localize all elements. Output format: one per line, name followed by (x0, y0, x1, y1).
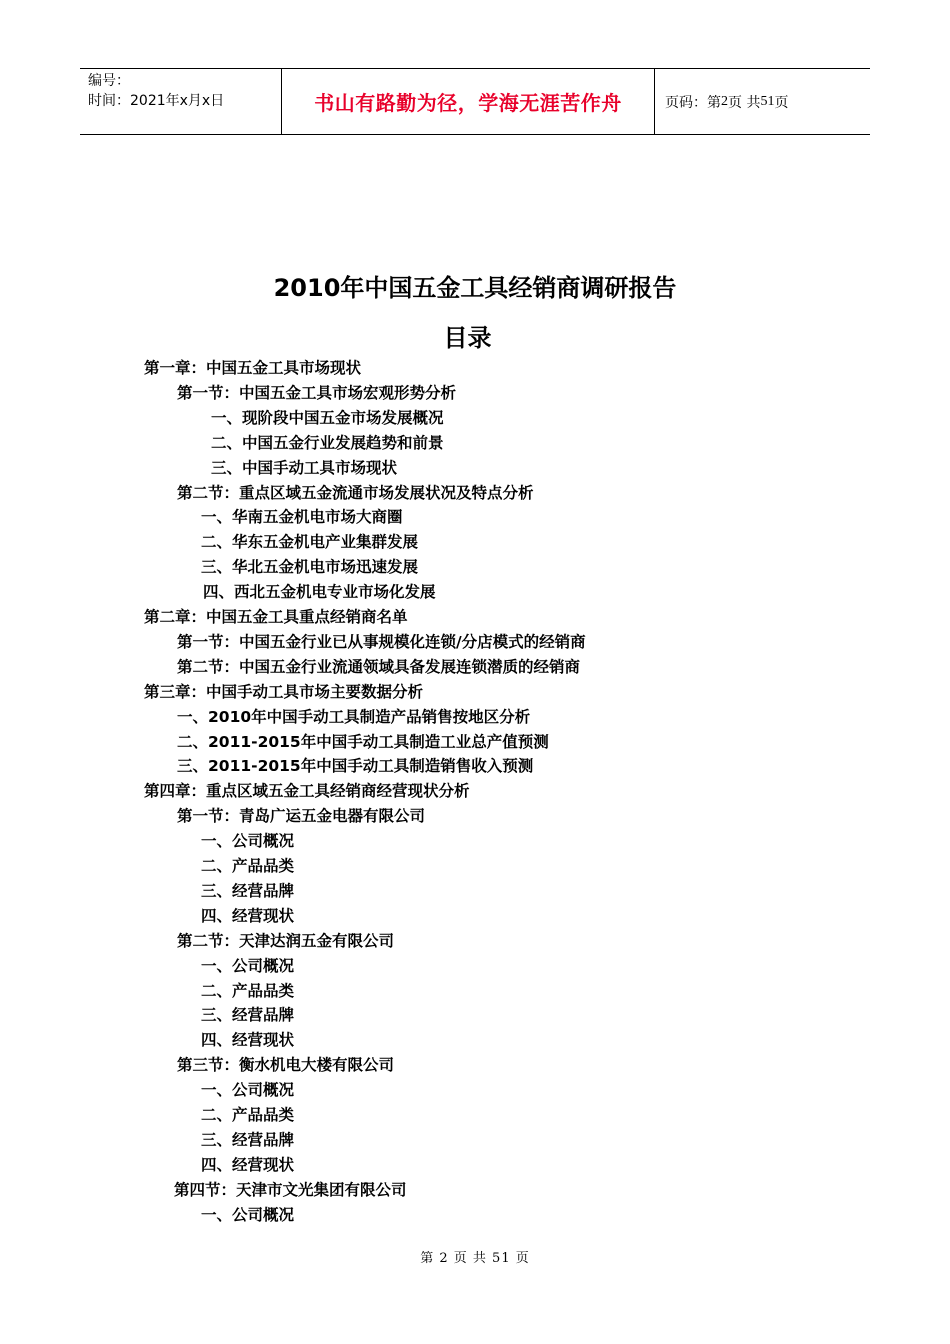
header-page-info (655, 69, 870, 134)
toc-entry[interactable]: 二、产品品类 (201, 857, 295, 875)
toc-entry[interactable]: 一、公司概况 (201, 956, 295, 975)
toc-entry[interactable]: 第一章：中国五金工具市场现状 (144, 359, 362, 377)
toc-entry[interactable]: 二、产品品类 (201, 981, 295, 1000)
toc-entry[interactable]: 第二节：天津达润五金有限公司 (177, 931, 395, 950)
page-label-suffix: 页 (774, 94, 789, 111)
toc-entry[interactable]: 四、西北五金机电专业市场化发展 (203, 583, 436, 602)
toc-heading: 目录 (443, 324, 492, 352)
page-footer: 第 2 页 共 51 页 (420, 1251, 530, 1266)
toc-entry[interactable]: 三、经营品牌 (201, 1130, 295, 1149)
toc-entry[interactable]: 三、2011-2015年中国手动工具制造销售收入预测 (177, 757, 534, 776)
time-label: 时间：2021年x月x日 (88, 93, 225, 109)
page-label-prefix: 页码：第 (665, 94, 721, 111)
toc-entry[interactable]: 四、经营现状 (201, 906, 295, 925)
toc-entry[interactable]: 第二章：中国五金工具重点经销商名单 (144, 608, 408, 626)
toc-entry[interactable]: 第三节：衡水机电大楼有限公司 (177, 1056, 395, 1075)
page-current: 2 (721, 93, 728, 109)
toc-entry[interactable]: 一、现阶段中国五金市场发展概况 (211, 408, 444, 427)
toc-entry[interactable]: 一、公司概况 (201, 832, 295, 851)
page-label-mid: 页 共 (728, 94, 761, 111)
toc-entry[interactable]: 第一节：青岛广运五金电器有限公司 (177, 807, 426, 826)
toc-entry[interactable]: 第二节：中国五金行业流通领域具备发展连锁潜质的经销商 (177, 657, 581, 676)
toc-entry[interactable]: 一、公司概况 (201, 1081, 295, 1100)
toc-entry[interactable]: 第四节：天津市文光集团有限公司 (174, 1180, 407, 1199)
toc-entry[interactable]: 第一节：中国五金工具市场宏观形势分析 (177, 383, 457, 402)
toc-entry[interactable]: 一、公司概况 (201, 1205, 295, 1224)
toc-entry[interactable]: 二、2011-2015年中国手动工具制造工业总产值预测 (177, 732, 549, 751)
toc-entry[interactable]: 二、中国五金行业发展趋势和前景 (211, 433, 444, 452)
header-motto: 书山有路勤为径，学海无涯苦作舟 (282, 69, 655, 134)
page-total: 51 (760, 93, 775, 109)
page-header-table (80, 68, 870, 135)
toc-entry[interactable]: 四、经营现状 (201, 1031, 295, 1050)
toc-entry[interactable]: 一、华南五金机电市场大商圈 (201, 508, 403, 527)
toc-entry[interactable]: 三、中国手动工具市场现状 (211, 458, 398, 477)
toc-entry[interactable]: 一、2010年中国手动工具制造产品销售按地区分析 (177, 707, 531, 726)
toc-entry[interactable]: 三、经营品牌 (201, 881, 295, 900)
number-label: 编号： (88, 73, 130, 89)
toc-entry[interactable]: 三、华北五金机电市场迅速发展 (201, 558, 419, 577)
document-title: 2010年中国五金工具经销商调研报告 (273, 274, 677, 302)
toc-entry[interactable]: 第二节：重点区域五金流通市场发展状况及特点分析 (177, 483, 534, 502)
toc-entry[interactable]: 二、产品品类 (201, 1106, 295, 1124)
toc-entry[interactable]: 第三章：中国手动工具市场主要数据分析 (144, 682, 424, 701)
toc-entry[interactable]: 二、华东五金机电产业集群发展 (201, 533, 419, 552)
toc-entry[interactable]: 第一节：中国五金行业已从事规模化连锁/分店模式的经销商 (177, 632, 586, 651)
toc-entry[interactable]: 四、经营现状 (201, 1155, 295, 1174)
toc-entry[interactable]: 三、经营品牌 (201, 1006, 295, 1025)
header-meta-cell (80, 69, 282, 134)
toc-entry[interactable]: 第四章：重点区域五金工具经销商经营现状分析 (144, 782, 470, 801)
